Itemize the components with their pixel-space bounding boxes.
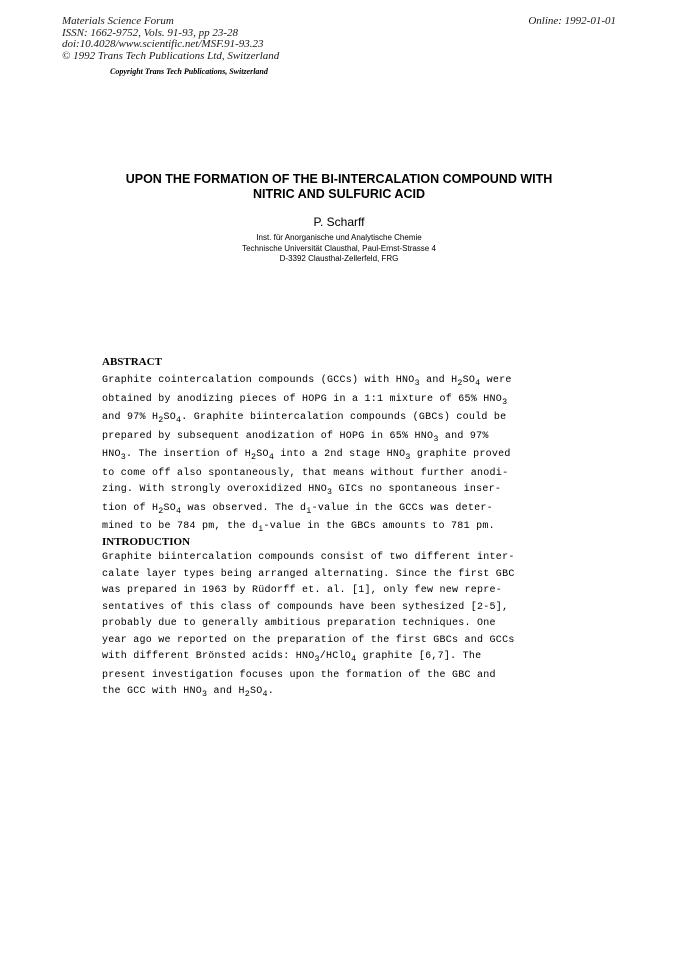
introduction-body	[102, 550, 582, 703]
title-line-1: UPON THE FORMATION OF THE BI-INTERCALATION COMPOUND WITH	[125, 172, 553, 186]
text-line: calate layer types being arranged alternating. Since the first GBC	[102, 568, 515, 580]
online-date: Online: 1992-01-01	[528, 15, 616, 27]
affiliation-line: Inst. für Anorganische und Analytische Chemie	[256, 233, 422, 242]
author-affiliation	[90, 233, 588, 265]
doi-line: doi:10.4028/www.scientific.net/MSF.91-93.23	[62, 38, 264, 50]
text-line: zing. With strongly overoxidized $HNO_3$ GICs no spontaneous inser-	[102, 484, 502, 497]
text-line: prepared by subsequent anodization of HOPG in 65% $HNO_3$ and 97%	[102, 430, 489, 444]
text-line: probably due to generally ambitious preparation techniques. One	[102, 618, 496, 629]
text-line: sentatives of this class of compounds have been sythesized [2-5],	[102, 601, 509, 613]
text-line: tion of $H_2SO_4$ was observed. The $d_i$-value in the GCCs was deter-	[102, 502, 493, 516]
text-line: with different Brönsted acids: $HNO_3/HClO_4$ graphite [6,7]. The	[102, 651, 482, 664]
text-line: the GCC with $HNO_3$ and $H_2SO_4$.	[102, 686, 275, 699]
text-line: present investigation focuses upon the formation of the GBC and	[102, 669, 496, 681]
text-line: obtained by anodizing pieces of HOPG in a 1:1 mixture of 65% $HNO_3$	[102, 393, 508, 407]
issn-line: ISSN: 1662-9752, Vols. 91-93, pp 23-28	[62, 26, 238, 39]
abstract-heading: ABSTRACT	[102, 356, 162, 368]
paper-title	[90, 172, 588, 202]
copyright-line: © 1992 Trans Tech Publications Ltd, Switzerland	[62, 49, 280, 62]
text-line: was prepared in 1963 by Rüdorff et. al. [1], only few new repre-	[102, 585, 503, 596]
text-line: $HNO_3$. The insertion of $H_2SO_4$ into a 2nd stage $HNO_3$ graphite proved	[102, 449, 511, 462]
copyright-notice: Copyright Trans Tech Publications, Switzerland	[110, 67, 268, 76]
journal-name: Materials Science Forum	[62, 15, 174, 27]
text-line: Graphite cointercalation compounds (GCCs) with $HNO_3$ and $H_2SO_4$ were	[102, 375, 512, 388]
text-line: Graphite biintercalation compounds consist of two different inter-	[102, 552, 515, 563]
text-line: mined to be 784 pm, the $d_i$-value in the GBCs amounts to 781 pm.	[102, 521, 495, 534]
text-line: year ago we reported on the preparation of the first GBCs and GCCs	[102, 634, 515, 646]
abstract-body	[102, 373, 582, 538]
affiliation-line: Technische Universität Clausthal, Paul-Ernst-Strasse 4	[242, 243, 436, 253]
affiliation-line: D-3392 Clausthal-Zellerfeld, FRG	[279, 254, 399, 264]
text-line: to come off also spontaneously, that means without further anodi-	[102, 467, 509, 479]
title-line-2: NITRIC AND SULFURIC ACID	[253, 187, 425, 201]
text-line: and 97% $H_2SO_4$. Graphite biintercalation compounds (GBCs) could be	[102, 412, 507, 425]
publication-meta	[62, 16, 279, 62]
author-name: P. Scharff	[313, 215, 365, 229]
introduction-heading: INTRODUCTION	[102, 536, 191, 548]
